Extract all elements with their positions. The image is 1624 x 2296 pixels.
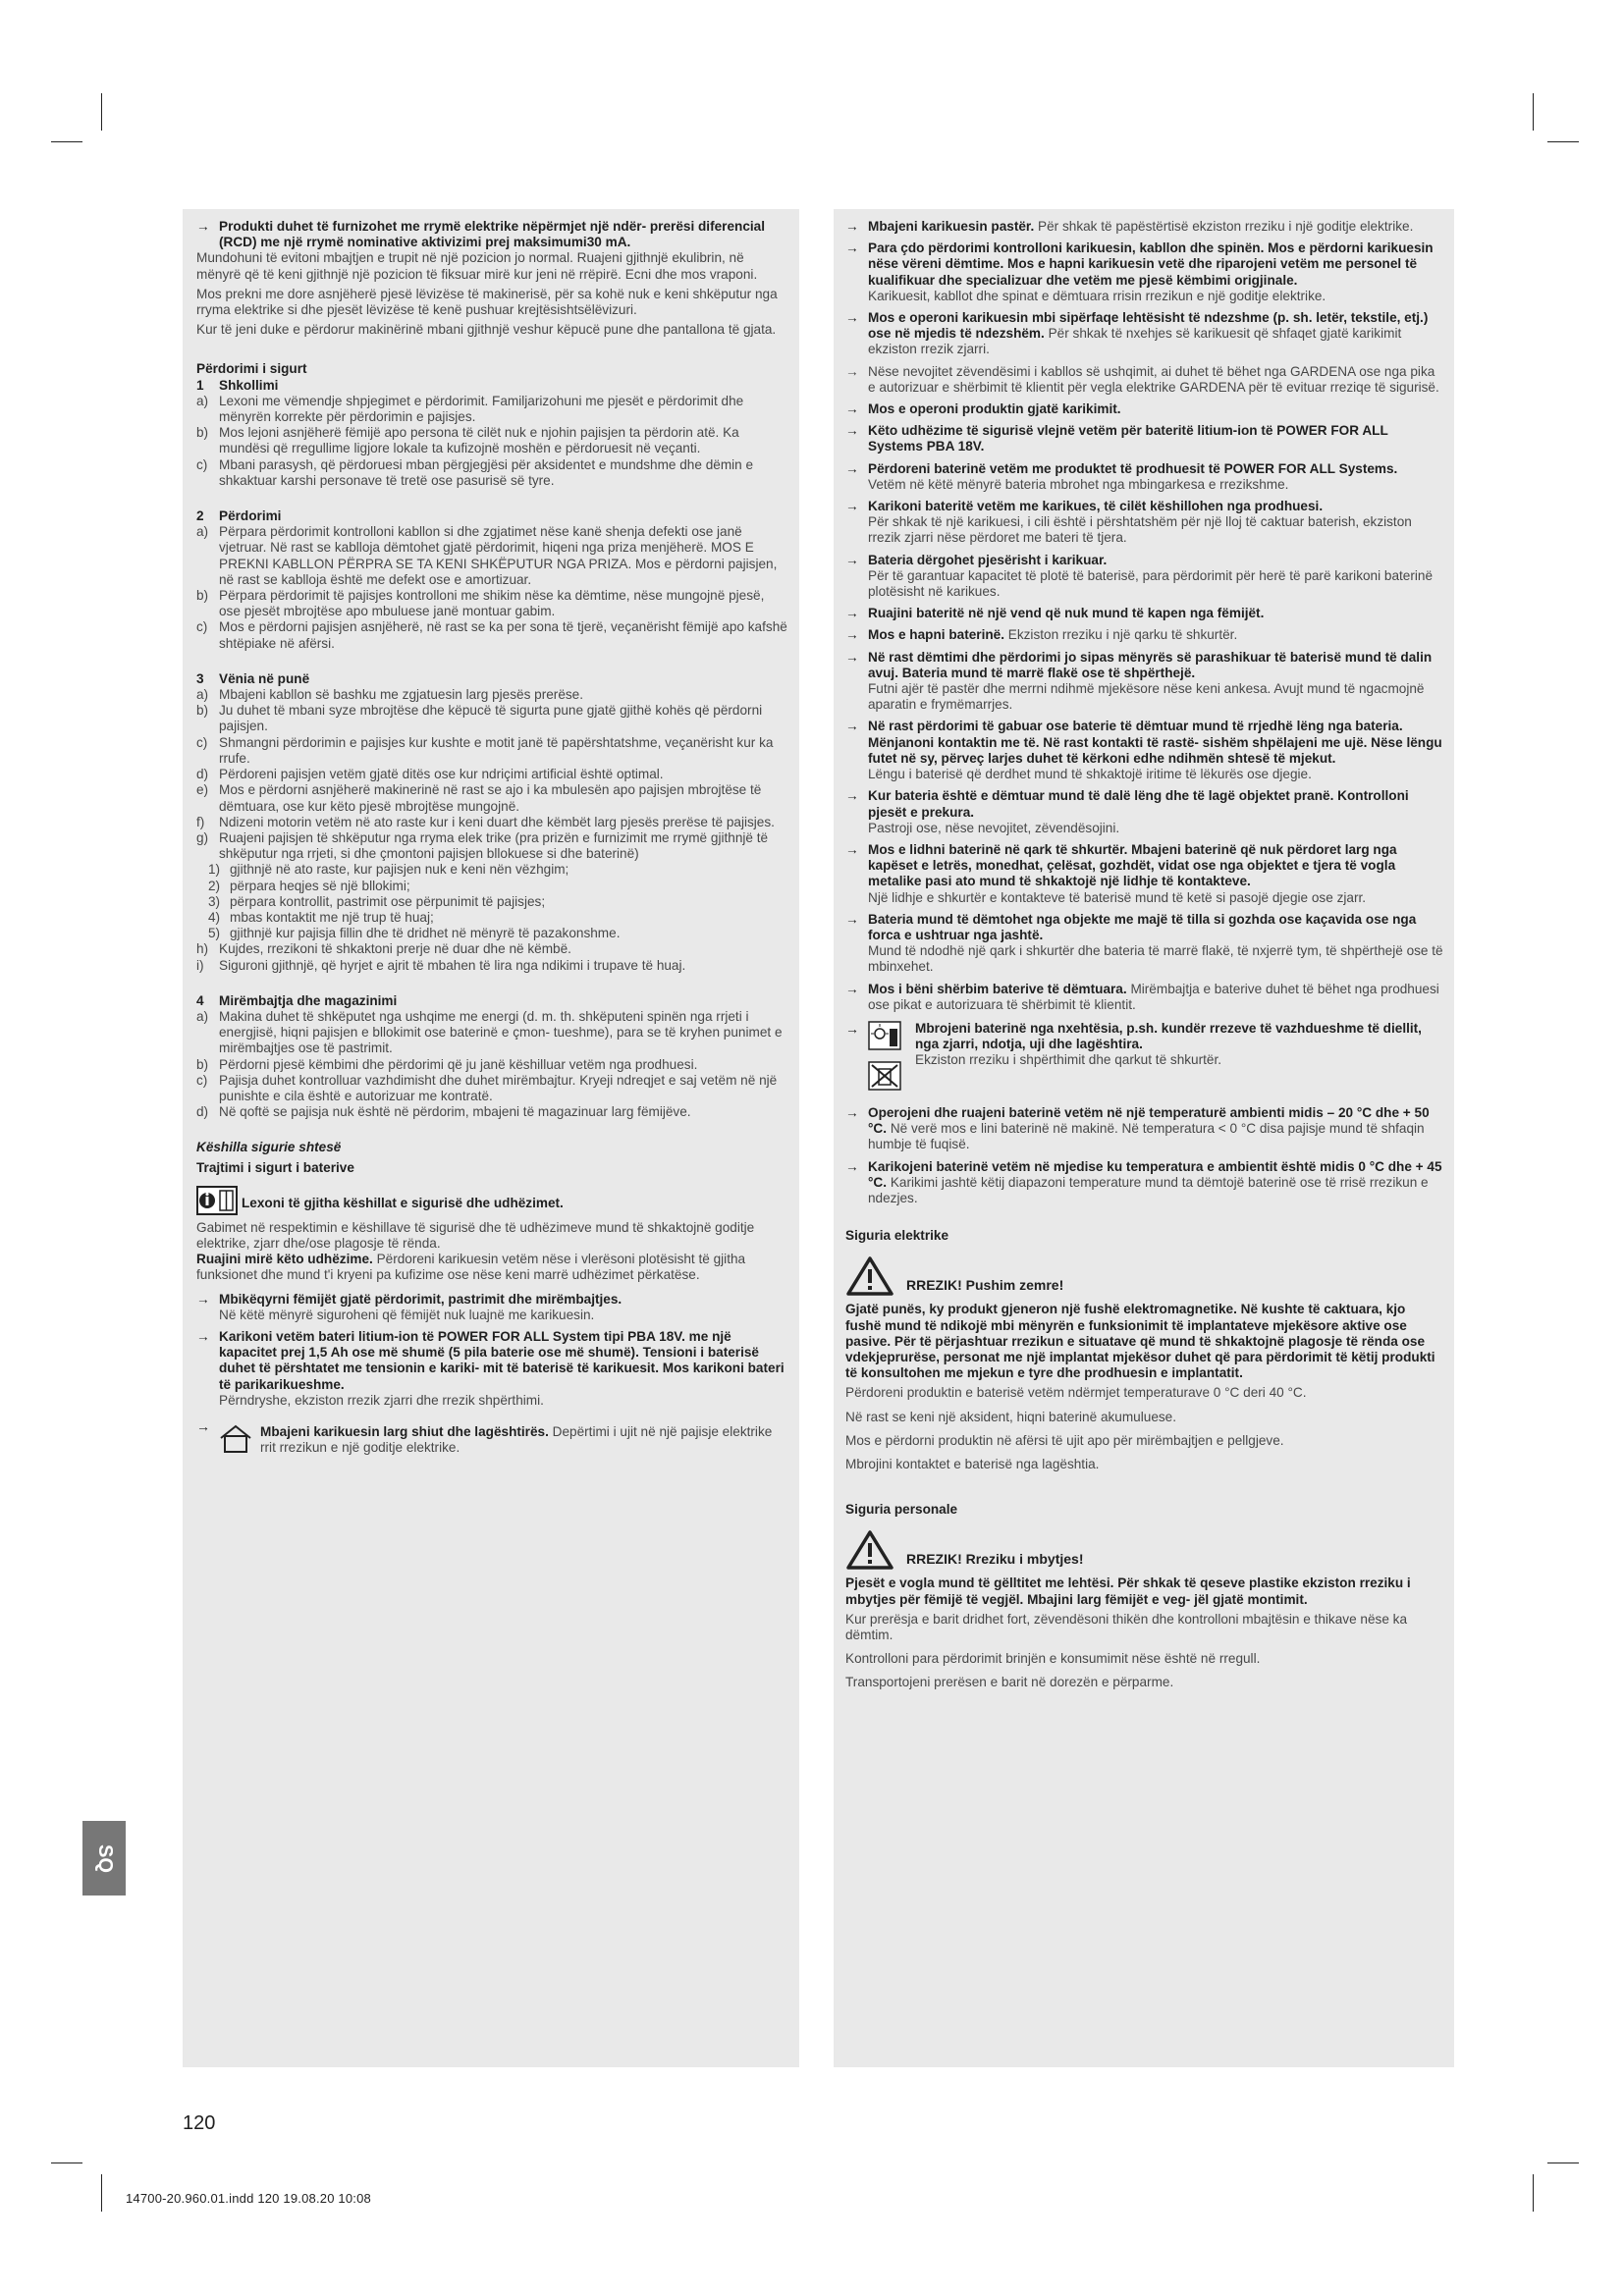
paragraph: Gjatë punës, ky produkt gjeneron një fushë elektromagnetike. Në kushte të caktuara, kjo fushë mund të ndikojë mbi mënyrën e funksionimit të implantateve mjekësore aktive ose pasive. Për të përjashtuar rrezikun e situatave që mund të shkaktojnë plagosje të rënda ose vdekjeprurëse, personat me një implantat mjekësor duhet që para përdorimit të këtij produkti të konsultohen me mjekun e tyre dhe prodhuesin e implantatit. bbox=[845, 1302, 1435, 1381]
warning-item: → Këto udhëzime të sigurisë vlejnë vetëm për bateritë litium-ion të POWER FOR ALL Systems PBA 18V. bbox=[845, 423, 1444, 454]
danger-heading: RREZIK! Rreziku i mbytjes! bbox=[845, 1529, 1444, 1574]
warning-item: → Përdoreni baterinë vetëm me produktet të prodhuesit të POWER FOR ALL Systems. bbox=[845, 461, 1444, 477]
sub-list-item: 5) gjithnjë kur pajisja fillin dhe të dridhet në mënyrë të pazakonshme. bbox=[208, 926, 621, 941]
print-footer: 14700-20.960.01.indd 120 19.08.20 10:08 bbox=[126, 2191, 371, 2206]
list-item: a) Mbajeni kabllon së bashku me zgjatuesin larg pjesës prerëse. bbox=[196, 687, 584, 703]
section-heading: Përdorimi i sigurt bbox=[196, 361, 307, 377]
list-item: h) Kujdes, rrezikoni të shkaktoni prerje në duar dhe në këmbë. bbox=[196, 941, 571, 957]
list-item: d) Përdoreni pajisjen vetëm gjatë ditës ose kur ndriçimi artificial është optimal. bbox=[196, 767, 664, 782]
list-item: d) Në qoftë se pajisja nuk është në përdorim, mbajeni të magazinuar larg fëmijëve. bbox=[196, 1104, 691, 1120]
warning-item: → Mos i bëni shërbim baterive të dëmtuara. Mirëmbajtja e baterive duhet të bëhet nga prodhuesi ose pikat e autorizuara të shërbimit të klientit. bbox=[845, 982, 1444, 1013]
crop-mark bbox=[1547, 141, 1579, 142]
warning-note: Në këtë mënyrë siguroheni që fëmijët nuk luajnë me karikuesin. bbox=[219, 1307, 595, 1322]
warning-item: → Mos e hapni baterinë. Ekziston rreziku i një qarku të shkurtër. bbox=[845, 627, 1444, 643]
warning-item: → Mbikëqyrni fëmijët gjatë përdorimit, pastrimit dhe mirëmbajtjes. bbox=[196, 1292, 789, 1308]
warning-item: → Në rast përdorimi të gabuar ose baterie të dëmtuar mund të rrjedhë lëng nga bateria. Mënjanoni kontaktin me të. Në rast kontakti të rastë- sishëm shpëlajeni me ujë. Nëse lëngu futet në sy, përveç larjes duhet të kërkoni edhe ndihmën shtesë të mjekut. bbox=[845, 719, 1444, 767]
crop-mark bbox=[101, 93, 102, 131]
list-item: i) Siguroni gjithnjë, që hyrjet e ajrit të mbahen të lira nga ndikimi i trupave të huaj. bbox=[196, 957, 686, 973]
warning-item: → Në rast dëmtimi dhe përdorimi jo sipas mënyrës së parashikuar të baterisë mund të dalin avuj. Bateria mund të marrë flakë ose të shpërthejë. bbox=[845, 650, 1444, 681]
warning-item: → Mos e operoni karikuesin mbi sipërfaqe lehtësisht të ndezshme (p. sh. letër, tekstile, etj.) ose në mjedis të ndezshëm. Për shkak të nxehjes së karikuesit që shfaqet gjatë karikimit ekziston rrezik zjarri. bbox=[845, 310, 1444, 358]
list-item: b) Përdorni pjesë këmbimi dhe përdorimi që ju janë këshilluar vetëm nga prodhuesi. bbox=[196, 1056, 698, 1072]
subsection-heading: 4 Mirëmbajtja dhe magazinimi bbox=[196, 992, 398, 1008]
paragraph: Gabimet në respektimin e këshillave të sigurisë dhe të udhëzimeve mund të shkaktojnë goditje elektrike, zjarr dhe/ose plagosje të rënda. bbox=[196, 1219, 755, 1251]
paragraph: Ruajini mirë këto udhëzime. Përdoreni karikuesin vetëm nëse i vlerësoni plotësisht të gjitha funksionet dhe mund t'i kryeni pa kufizime ose nëse keni marrë udhëzimet përkatëse. bbox=[196, 1252, 746, 1283]
list-item: a) Makina duhet të shkëputet nga ushqime me energi (d. m. th. shkëputeni spinën nga rrjeti i energjisë, hiqni pajisjen e bllokimit ose baterinë e çmon- tueshme), para se të kryhen punimet e mirëmbajtjes ose të pastrimit. bbox=[196, 1008, 783, 1056]
paragraph: Pjesët e vogla mund të gëlltitet me lehtësi. Për shkak të qeseve plastike ekziston rreziku i mbytjes për fëmijë të vegjël. Mbajini larg fëmijët e veg- jël gjatë montimit. bbox=[845, 1575, 1411, 1607]
crop-mark bbox=[1533, 93, 1534, 131]
list-item: c) Mbani parasysh, që përdoruesi mban përgjegjësi për aksidentet e mundshme dhe dëmin e shkaktuar karshi personave të tretë ose pasurisë së tyre. bbox=[196, 456, 754, 488]
subsection-heading: 1 Shkollimi bbox=[196, 377, 279, 393]
list-item: f) Ndizeni motorin vetëm në ato raste kur i keni duart dhe këmbët larg pjesës prerëse të pajisjes. bbox=[196, 814, 775, 829]
list-item: b) Mos lejoni asnjëherë fëmijë apo persona të cilët nuk e njohin pajisjen ta përdorin atë. Ka mundësi që rregullime ligjore lokale ta kufizojnë moshën e përdoruesit në veçanti. bbox=[196, 425, 739, 456]
arrow-icon: → bbox=[196, 1418, 210, 1434]
paragraph: Përdoreni produktin e baterisë vetëm ndërmjet temperaturave 0 °C deri 40 °C. bbox=[845, 1385, 1307, 1401]
list-item: a) Përpara përdorimit kontrolloni kabllon si dhe zgjatimet nëse kanë shenja defekti ose janë vjetruar. Në rast se kablloja dëmtohet gjatë përdorimit, hiqeni nga priza menjëherë. MOS E PREKNI KABLLON PËRPRA SE TA KENI SHKËPUTUR NGA PRIZA. Mos e përdorni pajisjen, në rast se kablloja është me defekt ose e amortizuar. bbox=[196, 524, 778, 587]
heat-warning-row bbox=[845, 1021, 1444, 1095]
list-item: c) Shmangni përdorimin e pajisjes kur kushte e motit janë të papërshtatshme, veçanërisht kur ka rrufe. bbox=[196, 734, 774, 766]
list-item: a) Lexoni me vëmendje shpjegimet e përdorimit. Familjarizohuni me pjesët e përdorimit dhe mënyrën korrekte për përdorimin e pajisjes. bbox=[196, 393, 744, 425]
list-item: e) Mos e përdorni asnjëherë makinerinë në rast se ajo i ka mbulesën apo pajisjen mbrojtëse të dëmtuara, ose kur këto pjesë mbrojtëse mungojnë. bbox=[196, 782, 762, 814]
warning-note: Lëngu i baterisë që derdhet mund të shkaktojë iritime të lëkurës ose djegie. bbox=[868, 767, 1312, 782]
paragraph: Kur të jeni duke e përdorur makinërinë mbani gjithnjë veshur këpucë pune dhe pantallona të gjata. bbox=[196, 322, 777, 338]
section-heading-italic: Këshilla sigurie shtesë bbox=[196, 1140, 342, 1155]
rcd-warning: → Produkti duhet të furnizohet me rrymë elektrike nëpërmjet një ndër- prerësi diferencial (RCD) me një rrymë nominative aktivizimi prej maksimumi30 mA. bbox=[196, 219, 789, 250]
paragraph: Kur prerësja e barit dridhet fort, zëvendësoni thikën dhe kontrolloni mbajtësin e thikave nëse ka dëmtim. bbox=[845, 1611, 1408, 1642]
warning-triangle-icon bbox=[845, 1529, 906, 1574]
section-heading: Trajtimi i sigurt i baterive bbox=[196, 1159, 354, 1175]
warning-item: → Ruajini bateritë në një vend që nuk mund të kapen nga fëmijët. bbox=[845, 606, 1444, 621]
left-column bbox=[183, 209, 799, 2067]
manual-book-icon bbox=[196, 1186, 238, 1220]
warning-item: → Bateria mund të dëmtohet nga objekte me majë të tilla si gozhda ose kaçavida ose nga forca e ushtruar nga jashtë. bbox=[845, 912, 1444, 943]
paragraph: Mos prekni me dore asnjëherë pjesë lëvizëse të makinerisë, për sa kohë nuk e keni shkëputur nga rryma elektrike si dhe pjesët lëvizëse të kenë pushuar krejtësishtsëlëvizuri. bbox=[196, 286, 778, 318]
warning-note: Për shkak të një karikuesi, i cili është i përshtatshëm për një lloj të caktuar baterish, ekziston rrezik zjarri nëse përdoret me bateri të tjera. bbox=[868, 514, 1412, 546]
sub-list-item: 2) përpara heqjes së një bllokimi; bbox=[208, 878, 410, 893]
list-item: c) Pajisja duhet kontrolluar vazhdimisht dhe duhet mirëmbajtur. Kryeji ndreqjet e saj vetëm në një punishte e cila është e autorizuar me kontratë. bbox=[196, 1072, 778, 1103]
paragraph: Kontrolloni para përdorimit brinjën e konsumimit nëse është në rregull. bbox=[845, 1651, 1261, 1667]
subsection-heading: 2 Përdorimi bbox=[196, 508, 282, 524]
warning-item: → Bateria dërgohet pjesërisht i karikuar. bbox=[845, 553, 1444, 568]
paragraph: Transportojeni prerësen e barit në dorezën e përparme. bbox=[845, 1675, 1174, 1690]
section-heading: Siguria personale bbox=[845, 1502, 958, 1518]
list-item: g) Ruajeni pajisjen të shkëputur nga rryma elek trike (pra prizën e furnizimit me rrymë gjithnjë të shkëputur nga rrjeti, si dhe çmontoni pajisjen bllokuese si dhe baterinë) bbox=[196, 829, 769, 862]
paragraph: Mundohuni të evitoni mbajtjen e trupit në një pozicion jo normal. Ruajeni gjithnjë ekulibrin, në mënyrë që të keni gjithnjë një pozicion të fiksuar mirë kur jeni në rrëpirë. Ecni dhe mos vraponi. bbox=[196, 250, 758, 282]
sub-list-item: 4) mbas kontaktit me një trup të huaj; bbox=[208, 909, 434, 925]
no-disposal-icon bbox=[868, 1061, 907, 1095]
warning-item: → Mos e lidhni baterinë në qark të shkurtër. Mbajeni baterinë që nuk përdoret larg nga kapëset e letrës, monedhat, çelësat, gozhdët, vidat ose nga objektet e tjera të vogla metalike pasi ato mund të shkaktojë një lidhje të kontakteve. bbox=[845, 842, 1444, 890]
warning-item: → Para çdo përdorimi kontrolloni karikuesin, kabllon dhe spinën. Mos e përdorni karikuesin nëse vëreni dëmtime. Mos e hapni karikuesin vetë dhe riparojeni vetëm me personel të kualifikuar dhe specializuar dhe vetëm me pjesë këmbimi origjinale. bbox=[845, 240, 1444, 289]
warning-item: → Karikojeni baterinë vetëm në mjedise ku temperatura e ambientit është midis 0 °C dhe + 45 °C. Karikimi jashtë këtij diapazoni temperature mund ta dëmtojë baterinë ose të rrisë rrezikun e ndezjes. bbox=[845, 1159, 1444, 1207]
warning-note: Përndryshe, ekziston rrezik zjarri dhe rrezik shpërthimi. bbox=[219, 1392, 544, 1408]
warning-note: Karikuesit, kabllot dhe spinat e dëmtuara rrisin rrezikun e një goditje elektrike. bbox=[868, 288, 1326, 303]
sub-list-item: 3) përpara kontrollit, pastrimit ose përpunimit të pajisjes; bbox=[208, 893, 546, 909]
warning-item: → Mos e operoni produktin gjatë karikimit. bbox=[845, 401, 1444, 417]
warning-item: → Karikoni bateritë vetëm me karikues, të cilët këshillohen nga prodhuesi. bbox=[845, 499, 1444, 514]
warning-note: Vetëm në këtë mënyrë bateria mbrohet nga mbingarkesa e rrezikshme. bbox=[868, 476, 1289, 492]
house-icon bbox=[219, 1424, 252, 1459]
warning-item: → Operojeni dhe ruajeni baterinë vetëm në një temperaturë ambienti midis – 20 °C dhe + 50 °C. Në verë mos e lini baterinë në makinë. Në temperatura < 0 °C disa pajisje mund të shfaqin humbje të fuqisë. bbox=[845, 1105, 1444, 1153]
crop-mark bbox=[51, 141, 82, 142]
list-item: b) Ju duhet të mbani syze mbrojtëse dhe këpucë të sigurta pune gjatë gjithë kohës që përdorni pajisjen. bbox=[196, 703, 763, 734]
list-item: c) Mos e përdorni pajisjen asnjëherë, në rast se ka per sona të tjerë, veçanërisht fëmijë apo kafshë shtëpiake në afërsi. bbox=[196, 619, 787, 651]
read-instructions-title: Lexoni të gjitha këshillat e sigurisë dhe udhëzimet. bbox=[242, 1195, 564, 1210]
warning-note: Mund të ndodhë një qark i shkurtër dhe bateria të marrë flakë, të nxjerrë tym, të shpërthejë ose të mbinxehet. bbox=[868, 943, 1443, 975]
warning-item: Mbrojeni baterinë nga nxehtësia, p.sh. kundër rrezeve të vazhdueshme të diellit, nga zjarri, ndotja, uji dhe lagështira. bbox=[915, 1020, 1422, 1052]
rain-warning-row: → Mbajeni karikuesin larg shiut dhe lagështirës. Depërtimi i ujit në një pajisje elektrike rrit rrezikun e një goditje elektrike. bbox=[196, 1418, 789, 1459]
paragraph: Mbrojini kontaktet e baterisë nga lagështia. bbox=[845, 1456, 1100, 1471]
paragraph: Mos e përdorni produktin në afërsi të ujit apo për mirëmbajtjen e pellgjeve. bbox=[845, 1432, 1284, 1448]
section-heading: Siguria elektrike bbox=[845, 1228, 949, 1244]
warning-note: Pastroji ose, nëse nevojitet, zëvendësojini. bbox=[868, 820, 1120, 835]
list-item: b) Përpara përdorimit të pajisjes kontrolloni me shikim nëse ka dëmtime, nëse mungojnë pjesë, ose pjesët mbrojtëse apo mbuluese janë montuar gabim. bbox=[196, 588, 765, 619]
warning-item: → Kur bateria është e dëmtuar mund të dalë lëng dhe të lagë objektet pranë. Kontrolloni pjesët e prekura. bbox=[845, 788, 1444, 820]
paragraph: Në rast se keni një aksident, hiqni baterinë akumuluese. bbox=[845, 1409, 1177, 1424]
warning-item: → Nëse nevojitet zëvendësimi i kabllos së ushqimit, ai duhet të bëhet nga GARDENA ose nga pika e autorizuar e shërbimit të klientit për vegla elektrike GARDENA për të evituar rreziqe të sigurisë. bbox=[845, 364, 1444, 396]
warning-item: → Mbajeni karikuesin pastër. Për shkak të papëstërtisë ekziston rreziku i një goditje elektrike. bbox=[845, 219, 1444, 235]
warning-triangle-icon bbox=[845, 1255, 906, 1300]
right-column bbox=[834, 209, 1454, 2067]
subsection-heading: 3 Vënia në punë bbox=[196, 670, 310, 686]
arrow-icon: → bbox=[845, 1020, 859, 1037]
warning-note: Një lidhje e shkurtër e kontakteve të baterisë mund të ketë si pasojë djegie ose zjarr. bbox=[868, 889, 1367, 905]
sun-heat-icon bbox=[868, 1021, 907, 1055]
read-instructions-row bbox=[196, 1186, 789, 1220]
crop-mark bbox=[101, 2174, 102, 2212]
crop-mark bbox=[1533, 2174, 1534, 2212]
language-tab: SQ bbox=[82, 1821, 126, 1896]
page-number: 120 bbox=[183, 2112, 216, 2134]
sub-list-item: 1) gjithnjë në ato raste, kur pajisjen nuk e keni nën vëzhgim; bbox=[208, 862, 569, 878]
warning-item: → Karikoni vetëm bateri litium-ion të POWER FOR ALL System tipi PBA 18V. me një kapacitet prej 1,5 Ah ose më shumë (5 pila baterie ose më shumë). Tensioni i baterisë duhet të përshtatet me tensionin e kariki- mit të baterisë të karikuesit. Mos karikoni bateri të parikarikueshme. bbox=[196, 1329, 789, 1393]
warning-note: Futni ajër të pastër dhe merrni ndihmë mjekësore nëse keni ankesa. Avujt mund të ngacmojnë aparatin e frymëmarrjes. bbox=[868, 681, 1425, 713]
warning-note: Për të garantuar kapacitet të plotë të baterisë, para përdorimit për herë të parë karikoni baterinë plotësisht në karikues. bbox=[868, 567, 1434, 600]
danger-heading: RREZIK! Pushim zemre! bbox=[845, 1255, 1444, 1300]
warning-note: Ekziston rreziku i shpërthimit dhe qarkut të shkurtër. bbox=[915, 1052, 1222, 1068]
